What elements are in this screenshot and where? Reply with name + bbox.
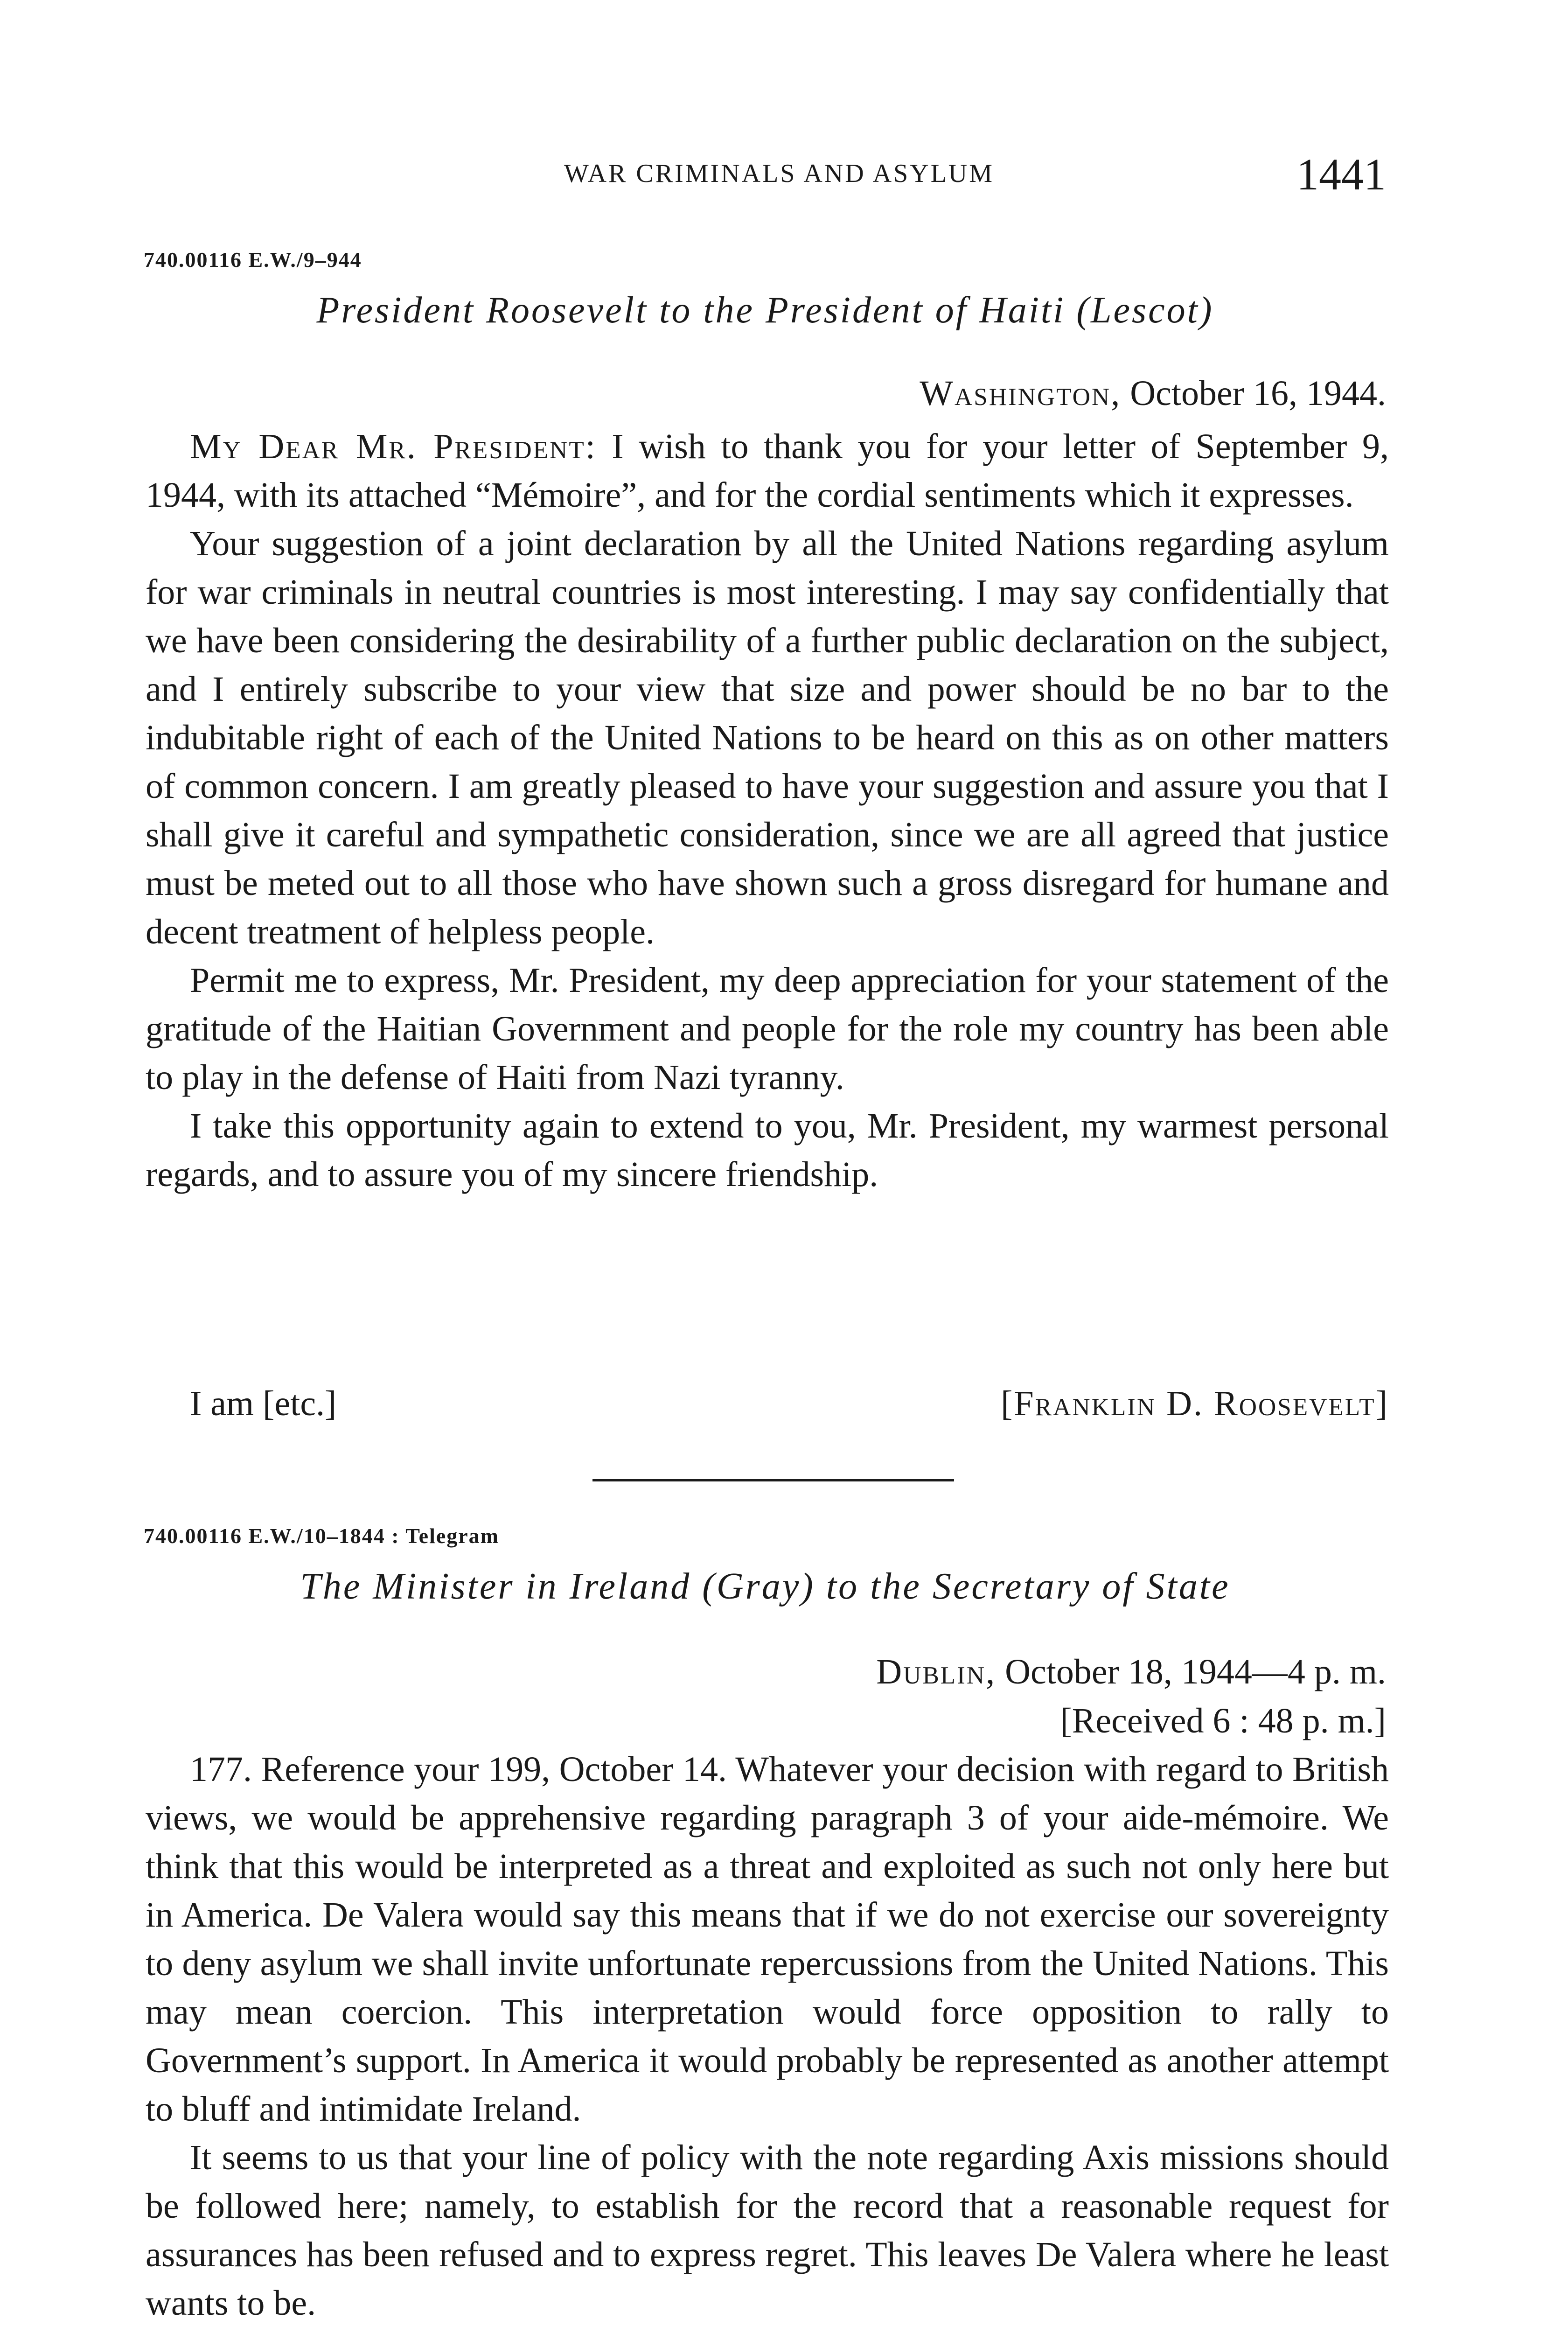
section-divider: [592, 1479, 954, 1481]
dateline-place: Dublin,: [876, 1652, 997, 1691]
received-note: [Received 6 : 48 p. m.]: [1060, 1701, 1386, 1740]
letter-closing: [190, 1383, 1389, 1424]
letter-paragraph: Your suggestion of a joint declaration by all the United Nations regarding asylum for war criminals in neutral countries is most interesting. I may say confidentially that we have been considering the desirability of a further public declaration on the subject, and I entirely subscribe to your view that size and power should be no bar to the indubitable right of each of the United Nations to be heard on this as on other matters of common concern. I am greatly pleased to have your suggestion and assure you that I shall give it careful and sympathetic consideration, since we are all agreed that justice must be meted out to all those who have shown such a gross disregard for humane and decent treatment of helpless people.: [146, 524, 1389, 951]
telegram-paragraph: It seems to us that your line of policy with the note regarding Axis missions should be followed here; namely, to establish for the record that a reasonable request for assurances has been refused and to express regret. This leaves De Valera where he least wants to be.: [146, 2138, 1389, 2323]
dateline-place: Washington,: [920, 374, 1122, 413]
letter-paragraph: I take this opportunity again to extend to you, Mr. President, my warmest personal regards, and to assure you of my sincere friendship.: [146, 1106, 1389, 1194]
dateline: [920, 373, 1386, 414]
signature: [Franklin D. Roosevelt]: [1001, 1384, 1389, 1423]
file-reference: 740.00116 E.W./9–944: [144, 248, 362, 272]
dateline-date: October 16, 1944.: [1130, 374, 1386, 413]
file-reference: 740.00116 E.W./10–1844 : Telegram: [144, 1524, 499, 1548]
dateline-date: October 18, 1944—4 p. m.: [1005, 1652, 1386, 1691]
letter-paragraph: [146, 422, 1389, 519]
page-number: 1441: [1296, 149, 1386, 199]
letter-body: [146, 422, 1389, 1199]
dateline: [876, 1652, 1386, 1692]
telegram-paragraph: 177. Reference your 199, October 14. Whatever your decision with regard to British views, we would be apprehensive regarding paragraph 3 of your aide-mémoire. We think that this would be interpreted as a threat and exploited as such not only here but in America. De Valera would say this means that if we do not exercise our sovereignty to deny asylum we shall invite unfortunate repercussions from the United Nations. This may mean coercion. This interpretation would force opposition to rally to Government’s support. In America it would probably be represented as another attempt to bluff and intimidate Ireland.: [146, 1750, 1389, 2129]
running-head: WAR CRIMINALS AND ASYLUM: [564, 159, 995, 188]
salutation: My Dear Mr. President:: [190, 427, 597, 466]
paragraph-text: I wish to thank you for your letter of September 9, 1944, with its attached “Mémoire”, and for the cordial sentiments which it expresses.: [146, 427, 1389, 515]
complimentary-close: I am [etc.]: [190, 1384, 337, 1423]
letter-paragraph: Permit me to express, Mr. President, my deep appreciation for your statement of the gratitude of the Haitian Government and people for the role my country has been able to play in the defense of Haiti from Nazi tyranny.: [146, 961, 1389, 1097]
telegram-body: [146, 1745, 1389, 2327]
document-title: The Minister in Ireland (Gray) to the Secretary of State: [300, 1566, 1230, 1607]
document-title: President Roosevelt to the President of Haiti (Lescot): [316, 290, 1214, 331]
